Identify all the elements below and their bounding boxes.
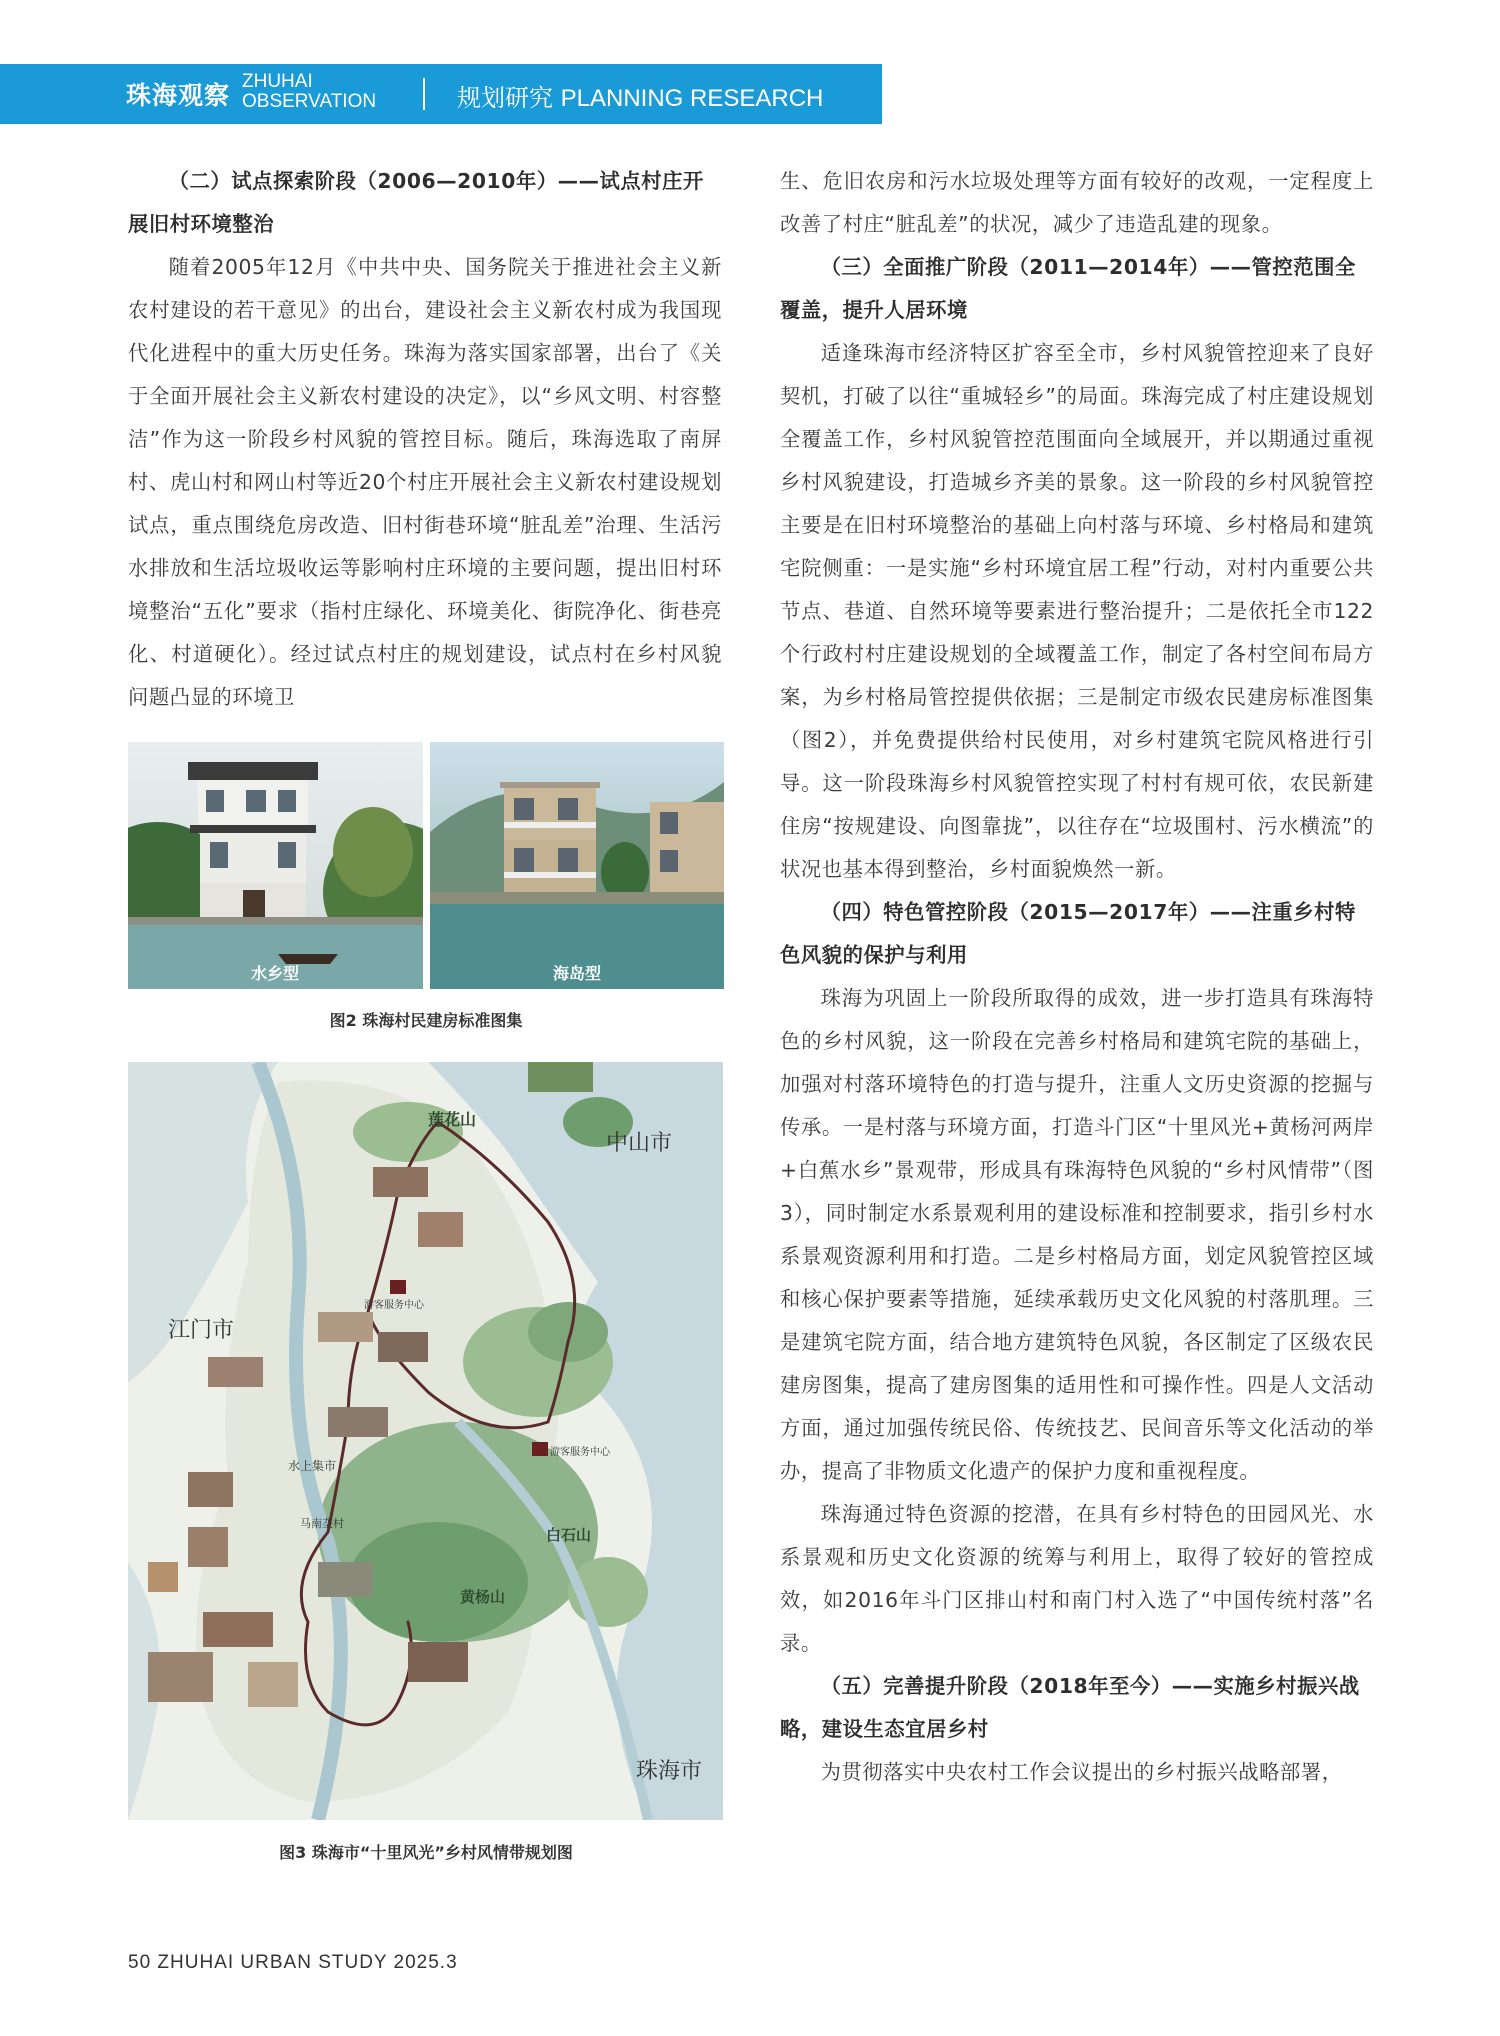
- map-label-huangyang: 黄杨山: [460, 1588, 506, 1606]
- heading-stage-5: （五）完善提升阶段（2018年至今）——实施乡村振兴战略，建设生态宜居乡村: [780, 1674, 1360, 1741]
- label-waterside: 水乡型: [250, 964, 300, 983]
- section-title-en: PLANNING RESEARCH: [560, 85, 824, 112]
- figure-3-map: [128, 1062, 723, 1820]
- left-column: [128, 160, 722, 719]
- map-label-mananlong: 马南垄村: [300, 1517, 344, 1530]
- page-footer: 50 ZHUHAI URBAN STUDY 2025.3: [128, 1952, 458, 1973]
- section-title: [457, 78, 823, 113]
- brand-en-line2: OBSERVATION: [242, 91, 377, 112]
- map-label-zhongshan: 中山市: [606, 1131, 673, 1156]
- header-divider: [423, 78, 425, 110]
- paragraph-stage-4-results: 珠海通过特色资源的挖潜，在具有乡村特色的田园风光、水系景观和历史文化资源的统筹与利用上，取得了较好的管控成效，如2016年斗门区排山村和南门村入选了“中国传统村落”名录。: [780, 1502, 1374, 1655]
- heading-stage-4: （四）特色管控阶段（2015—2017年）——注重乡村特色风貌的保护与利用: [780, 900, 1356, 967]
- paragraph-stage-2-continued: 生、危旧农房和污水垃圾处理等方面有较好的改观，一定程度上改善了村庄“脏乱差”的状况，减少了违造乱建的现象。: [780, 169, 1374, 236]
- brand-subtitle: [242, 72, 376, 112]
- header-banner: [0, 64, 882, 124]
- house-image-waterside: [128, 742, 423, 989]
- paragraph-stage-2: 随着2005年12月《中共中央、国务院关于推进社会主义新农村建设的若干意见》的出台，建设社会主义新农村成为我国现代化进程中的重大历史任务。珠海为落实国家部署，出台了《关于全面开展社会主义新农村建设的决定》，以“乡风文明、村容整洁”作为这一阶段乡村风貌的管控目标。随后，珠海选取了南屏村、虎山村和网山村等近20个村庄开展社会主义新农村建设规划试点，重点围绕危房改造、旧村街巷环境“脏乱差”治理、生活污水排放和生活垃圾收运等影响村庄环境的主要问题，提出旧村环境整治“五化”要求（指村庄绿化、环境美化、街院净化、街巷亮化、村道硬化）。经过试点村庄的规划建设，试点村在乡村风貌问题凸显的环境卫: [128, 255, 722, 709]
- heading-stage-2: （二）试点探索阶段（2006—2010年）——试点村庄开展旧村环境整治: [128, 169, 704, 236]
- heading-stage-3: （三）全面推广阶段（2011—2014年）——管控范围全覆盖，提升人居环境: [780, 255, 1356, 322]
- map-label-visitor-center-2: 游客服务中心: [550, 1447, 610, 1458]
- map-label-lianhua: 莲花山: [428, 1110, 477, 1129]
- figure-3-caption: 图3 珠海市“十里风光”乡村风情带规划图: [279, 1843, 573, 1862]
- section-title-cn: 规划研究: [457, 84, 553, 112]
- brand-title: 珠海观察: [126, 81, 231, 110]
- map-label-baishi: 白石山: [546, 1526, 592, 1544]
- figure-2-caption: 图2 珠海村民建房标准图集: [329, 1011, 523, 1030]
- map-label-shuishang: 水上集市: [288, 1459, 337, 1473]
- map-label-visitor-center-1: 游客服务中心: [364, 1300, 424, 1311]
- figure-2: [128, 742, 724, 989]
- paragraph-stage-4: 珠海为巩固上一阶段所取得的成效，进一步打造具有珠海特色的乡村风貌，这一阶段在完善乡村格局和建筑宅院的基础上，加强对村落环境特色的打造与提升，注重人文历史资源的挖掘与传承。一是村落与环境方面，打造斗门区“十里风光+黄杨河两岸+白蕉水乡”景观带，形成具有珠海特色风貌的“乡村风情带”（图3），同时制定水系景观利用的建设标准和控制要求，指引乡村水系景观资源利用和打造。二是乡村格局方面，划定风貌管控区域和核心保护要素等措施，延续承载历史文化风貌的村落肌理。三是建筑宅院方面，结合地方建筑特色风貌，各区制定了区级农民建房图集，提高了建房图集的适用性和可操作性。四是人文活动方面，通过加强传统民俗、传统技艺、民间音乐等文化活动的举办，提高了非物质文化遗产的保护力度和重视程度。: [780, 986, 1374, 1483]
- brand-en-line1: ZHUHAI: [242, 71, 313, 92]
- house-image-island: [430, 742, 724, 989]
- map-label-jiangmen: 江门市: [168, 1318, 235, 1343]
- right-column: [780, 160, 1374, 1794]
- paragraph-stage-5: 为贯彻落实中央农村工作会议提出的乡村振兴战略部署，: [820, 1760, 1343, 1784]
- map-label-zhuhai: 珠海市: [636, 1759, 703, 1784]
- paragraph-stage-3: 适逢珠海市经济特区扩容至全市，乡村风貌管控迎来了良好契机，打破了以往“重城轻乡”的局面。珠海完成了村庄建设规划全覆盖工作，乡村风貌管控范围面向全域展开，并以期通过重视乡村风貌建设，打造城乡齐美的景象。这一阶段的乡村风貌管控主要是在旧村环境整治的基础上向村落与环境、乡村格局和建筑宅院侧重：一是实施“乡村环境宜居工程”行动，对村内重要公共节点、巷道、自然环境等要素进行整治提升；二是依托全市122个行政村村庄建设规划的全域覆盖工作，制定了各村空间布局方案，为乡村格局管控提供依据；三是制定市级农民建房标准图集（图2），并免费提供给村民使用，对乡村建筑宅院风格进行引导。这一阶段珠海乡村风貌管控实现了村村有规可依，农民新建住房“按规建设、向图靠拢”，以往存在“垃圾围村、污水横流”的状况也基本得到整治，乡村面貌焕然一新。: [780, 341, 1374, 881]
- label-island: 海岛型: [552, 964, 602, 983]
